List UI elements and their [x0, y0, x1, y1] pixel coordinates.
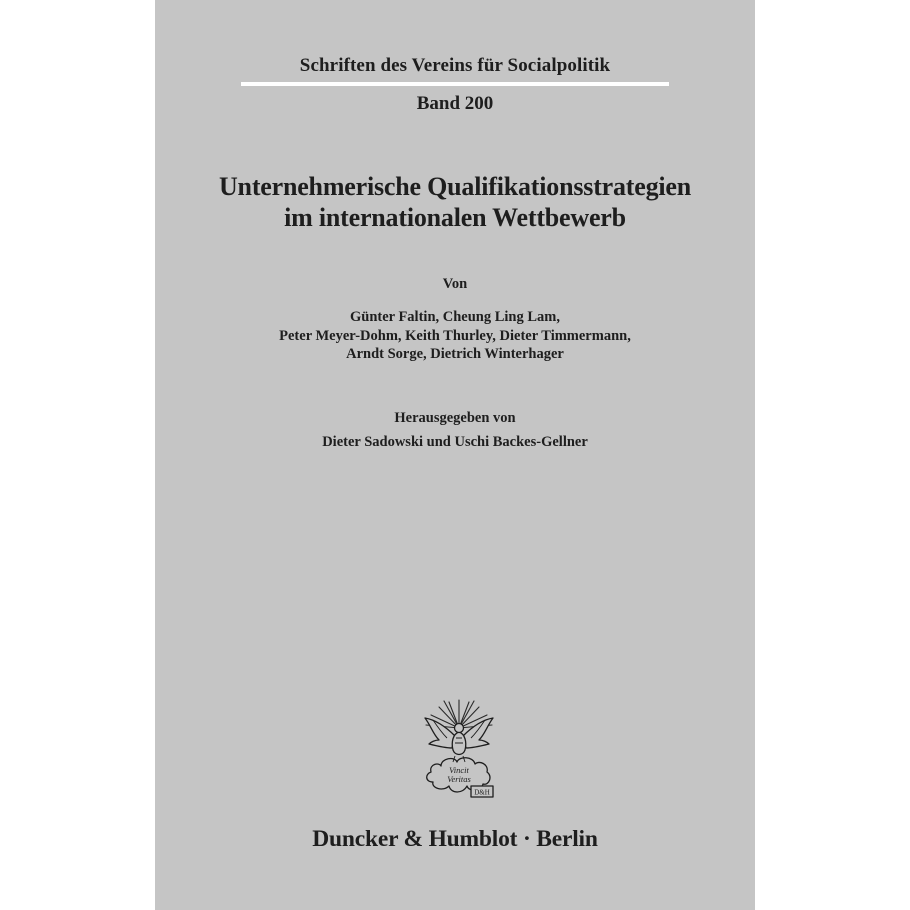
logo-initials: D&H — [474, 788, 490, 797]
by-label: Von — [442, 276, 468, 292]
series-title: Schriften des Vereins für Socialpolitik — [299, 55, 611, 76]
book-title-line-2: im internationalen Wettbewerb — [284, 203, 626, 232]
editors-label: Herausgegeben von — [394, 410, 516, 426]
authors-line-1: Günter Faltin, Cheung Ling Lam, — [349, 309, 561, 325]
book-title-line-1: Unternehmerische Qualifikationsstrategien — [218, 172, 692, 201]
publisher-eagle-logo-icon — [419, 698, 499, 800]
editors: Dieter Sadowski und Uschi Backes-Gellner — [322, 434, 588, 450]
authors-line-3: Arndt Sorge, Dietrich Winterhager — [346, 346, 564, 362]
volume-number: Band 200 — [416, 93, 494, 114]
logo-motto-line-1: Vincit — [449, 765, 469, 775]
authors-line-2: Peter Meyer-Dohm, Keith Thurley, Dieter Timmermann, — [279, 328, 631, 344]
header-rule — [241, 82, 669, 86]
book-cover — [155, 0, 755, 910]
logo-motto-line-2: Veritas — [447, 774, 471, 784]
publisher-line: Duncker & Humblot · Berlin — [312, 826, 598, 852]
